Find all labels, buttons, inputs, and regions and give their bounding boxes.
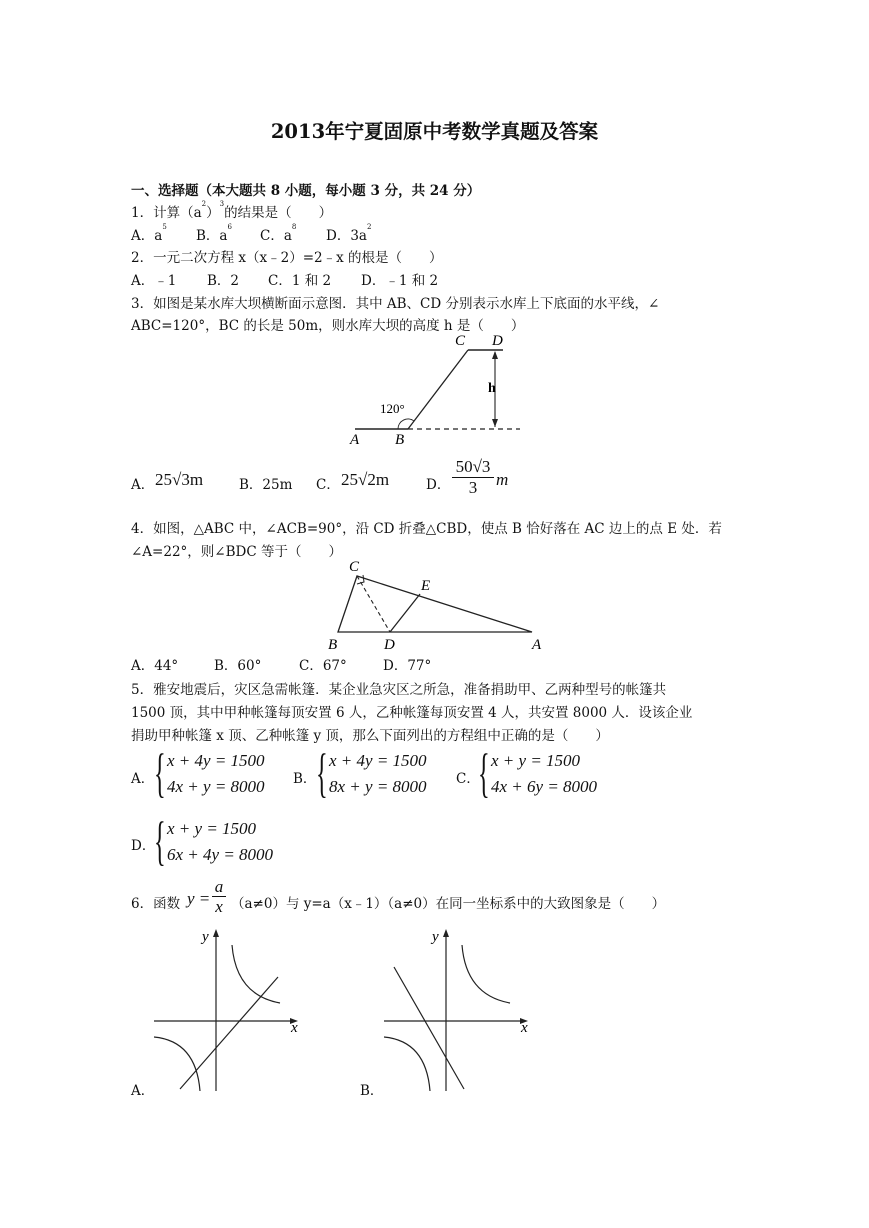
q2-option-b: B．2: [207, 273, 240, 289]
equation: 6x + 4y = 8000: [167, 845, 274, 864]
label-x: x: [291, 1020, 298, 1036]
fraction-numerator: 50√3: [452, 457, 494, 478]
graph-option-a: [150, 925, 310, 1095]
equation: 4x + 6y = 8000: [491, 777, 598, 796]
q6-option-b-label: B．: [360, 1083, 384, 1099]
label-c: C: [455, 333, 466, 349]
hyperbola-q1: [462, 945, 510, 1003]
q4-option-a: A．44°: [131, 658, 179, 674]
brace: {: [154, 743, 166, 803]
section-heading: 一、选择题（本大题共 8 小题，每小题 3 分，共 24 分）: [131, 183, 481, 199]
q4-option-c: C．67°: [299, 658, 347, 674]
q2-option-c: C．1 和 2: [268, 273, 332, 289]
label-a: A: [350, 432, 360, 448]
q5-option-a: A．: [131, 771, 155, 787]
straight-line: [394, 967, 464, 1089]
q6-function-y: y =: [187, 889, 211, 908]
q5-option-c-system: [491, 748, 597, 800]
q6-fraction: [212, 877, 226, 916]
q1-option-b: [196, 224, 232, 244]
q3-option-a-value: 25√3m: [155, 470, 204, 489]
fraction-numerator: a: [212, 877, 226, 897]
q5-option-b: B．: [293, 771, 317, 787]
arrow-head-down: [492, 419, 498, 427]
q1-option-b-exp: 6: [227, 223, 232, 231]
question-2-stem: 2．一元二次方程 x（x﹣2）=2﹣x 的根是（ ）: [131, 250, 443, 266]
label-a: A: [532, 637, 542, 652]
fraction-denominator: 3: [468, 478, 478, 497]
hyperbola-q1: [232, 945, 280, 1003]
q1-option-a-exp: 5: [162, 223, 167, 231]
q6-option-a-label: A．: [131, 1083, 155, 1099]
q2-option-a: A．﹣1: [131, 273, 177, 289]
equation: x + y = 1500: [491, 751, 581, 770]
hyperbola-q3: [154, 1037, 200, 1091]
question-6-stem: [131, 892, 180, 912]
label-y: y: [202, 929, 209, 945]
question-4-line2: ∠A=22°，则∠BDC 等于（ ）: [131, 544, 342, 560]
question-3-line2: ABC=120°，BC 的长是 50m，则水库大坝的高度 h 是（ ）: [131, 318, 525, 334]
q1-option-d: [326, 224, 371, 244]
q3-option-d-unit: m: [496, 470, 509, 489]
label-d: D: [492, 333, 503, 349]
q3-option-b: B．25m: [239, 477, 293, 493]
y-arrow-head: [213, 929, 219, 937]
straight-line: [180, 977, 278, 1089]
q3-option-c: C．: [316, 477, 340, 493]
brace: {: [316, 743, 328, 803]
q3-option-d: D．: [426, 477, 451, 493]
q3-option-d-fraction: [452, 457, 494, 498]
question-4-line1: 4．如图，△ABC 中，∠ACB=90°，沿 CD 折叠△CBD，使点 B 恰好落在 AC 边上的点 E 处．若: [131, 521, 722, 537]
q4-option-b: B．60°: [214, 658, 262, 674]
page-title: 2013年宁夏固原中考数学真题及答案: [270, 120, 599, 143]
label-b: B: [395, 432, 405, 448]
q6-stem-part: 6．函数: [131, 896, 181, 912]
label-e: E: [421, 578, 431, 594]
triangle-abc: [338, 576, 532, 632]
q3-option-a: [131, 473, 154, 493]
q3-option-a-label: A．: [131, 477, 155, 493]
q5-option-a-system: [167, 748, 265, 800]
q5-option-c: C．: [456, 771, 480, 787]
question-5-line1: 5．雅安地震后，灾区急需帐篷．某企业急灾区之所急，准备捐助甲、乙两种型号的帐篷共: [131, 682, 667, 698]
q1-option-d-exp: 2: [366, 223, 372, 231]
label-x: x: [521, 1020, 528, 1036]
dam-diagram: [340, 330, 530, 448]
fraction-denominator: x: [215, 897, 223, 916]
arrow-head-up: [492, 351, 498, 359]
q1-option-c-exp: 8: [291, 223, 297, 231]
q5-option-d-system: [167, 816, 273, 868]
question-6-stem-rest: （a≠0）与 y=a（x﹣1）（a≠0）在同一坐标系中的大致图象是（ ）: [231, 896, 666, 912]
triangle-diagram: [320, 554, 550, 652]
equation: 4x + y = 8000: [167, 777, 265, 796]
y-arrow-head: [443, 929, 449, 937]
equation: x + 4y = 1500: [167, 751, 265, 770]
label-c: C: [349, 559, 360, 575]
question-1-stem: [131, 201, 332, 221]
q1-stem-part: ）: [206, 205, 220, 221]
equation: x + y = 1500: [167, 819, 257, 838]
q5-option-d: D．: [131, 838, 156, 854]
label-angle: 120°: [380, 401, 405, 416]
q1-exponent: 2: [201, 200, 207, 208]
q1-option-b-text: B．a: [196, 228, 228, 244]
label-b: B: [328, 637, 338, 652]
q1-exponent: 3: [219, 200, 225, 208]
label-d: D: [384, 637, 395, 652]
question-3-line1: 3．如图是某水库大坝横断面示意图．其中 AB、CD 分别表示水库上下底面的水平线，∠: [131, 296, 660, 312]
segment-de: [390, 594, 420, 632]
q1-stem-part: 的结果是（ ）: [224, 205, 333, 221]
equation: 8x + y = 8000: [329, 777, 427, 796]
hyperbola-q3: [384, 1037, 430, 1091]
q3-option-c-value: 25√2m: [341, 470, 390, 489]
brace: {: [478, 743, 490, 803]
label-h: h: [488, 381, 496, 396]
q1-option-c: [260, 224, 296, 244]
graph-option-b: [380, 925, 540, 1095]
q5-option-b-system: [329, 748, 427, 800]
q1-option-d-text: D．3a: [326, 228, 367, 244]
q2-option-d: D．﹣1 和 2: [361, 273, 439, 289]
q4-option-d: D．77°: [383, 658, 432, 674]
equation: x + 4y = 1500: [329, 751, 427, 770]
q1-option-a: [131, 224, 167, 244]
brace: {: [154, 811, 166, 871]
q1-option-c-text: C．a: [260, 228, 292, 244]
question-5-line3: 捐助甲种帐篷 x 顶、乙种帐篷 y 顶，那么下面列出的方程组中正确的是（ ）: [131, 728, 609, 744]
q1-stem-part: 1．计算（a: [131, 205, 202, 221]
q1-option-a-text: A．a: [131, 228, 163, 244]
label-y: y: [432, 929, 439, 945]
line-bc: [408, 350, 468, 429]
question-5-line2: 1500 顶，其中甲种帐篷每顶安置 6 人，乙种帐篷每顶安置 4 人，共安置 8000 人．设该企业: [131, 705, 693, 721]
